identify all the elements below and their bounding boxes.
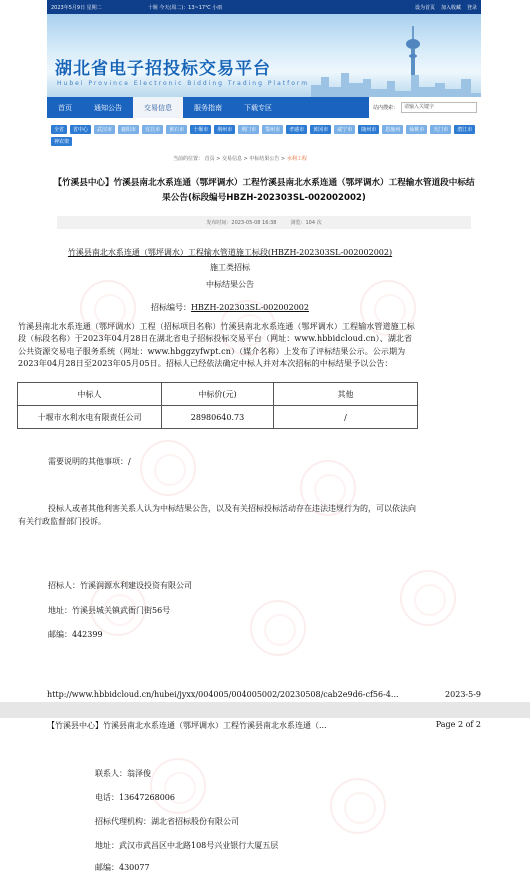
city-tab[interactable]: 十堰市 [190,125,211,134]
table-header-row [18,383,418,406]
tenderer-postcode: 邮编：442399 [48,630,103,639]
city-tab[interactable]: 咸宁市 [334,125,355,134]
article-title: 【竹溪县中心】竹溪县南北水系连通（鄂坪调水）工程竹溪县南北水系连通（鄂坪调水）工程输水管道段中标结果公告(标段编号HBZH-202303SL-002002002) [53,178,475,203]
publish-time: 发布时间：2023-05-08 16:38 [206,220,277,226]
nav-downloads[interactable]: 下载专区 [244,103,272,112]
city-tab[interactable]: 黄石市 [166,125,187,134]
pdf-page-2 [0,718,530,872]
top-weather: 十堰 今天(周二)：13~17℃ 小雨 [147,4,223,11]
site-title: 湖北省电子招投标交易平台 [55,59,271,79]
nav-trade-info[interactable]: 交易信息 [133,97,183,118]
site-search [369,97,481,118]
favorite-link[interactable]: 加入收藏 [440,4,461,11]
complaint-notice: 投标人或者其他利害关系人认为中标结果公告，以及有关招标投标活动存在违法违规行为的，可以依法向有关行政监督部门投诉。 [18,504,416,526]
contact-phone: 电话：13647268006 [95,793,175,802]
page-url[interactable]: http://www.hbbidcloud.cn/hubei/jyxx/004005/004005002/20230508/cab2e9d6-cf56-4... [47,690,399,699]
city-tab[interactable]: 襄阳市 [118,125,139,134]
site-banner [47,14,481,97]
set-home-link[interactable]: 设为首页 [414,4,435,11]
login-link[interactable]: 登录 [466,4,477,11]
page-separator [0,702,530,718]
site-subtitle: Hubei Province Electronic Bidding Trading Platform [57,80,310,87]
top-bar [47,0,481,14]
city-tab[interactable]: 宜昌市 [142,125,163,134]
city-tab[interactable]: 荆州市 [214,125,235,134]
search-input[interactable]: 请输入关键字 [401,102,477,113]
breadcrumb-current[interactable]: 水利工程 [286,156,307,162]
watermark-seal-icon [140,440,196,496]
city-tab[interactable]: 恩施州 [382,125,403,134]
breadcrumb-sep: > [281,156,286,162]
announcement-paragraph: 竹溪县南北水系连通（鄂坪调水）工程（招标项目名称）竹溪县南北水系连通（鄂坪调水）工程输水管道施工标段（标段名称）于2023年04月28日在湖北省电子招标投标交易平台（网址：www.hbbidcloud.cn）、湖北省公共资源交易电子服务系统（网址：www.hbggzyfwpt.cn）（媒介名称）上发布了评标结果公示。公示期为2023年04月28日至2023年05月05日。招标人已经依法确定中标人并对本次招标的中标结果予以公告： [18,322,415,368]
breadcrumb-trade-info[interactable]: 交易信息 [222,156,243,162]
print-header-title: 【竹溪县中心】竹溪县南北水系连通（鄂坪调水）工程竹溪县南北水系连通（... [47,721,327,730]
breadcrumb-result-notice[interactable]: 中标结果公告 [249,156,280,162]
print-date: 2023-5-9 [445,690,481,699]
city-tab[interactable]: 神农架 [51,137,72,146]
breadcrumb-sep: > [243,156,248,162]
print-footer [47,690,481,699]
article-meta [57,216,471,229]
city-tab[interactable]: 全省 [51,125,67,134]
page-indicator: Page 2 of 2 [435,720,481,729]
header-winner: 中标人 [18,383,162,406]
breadcrumb-home[interactable]: 首页 [204,156,215,162]
top-date: 2023年5月9日 星期二 [51,4,102,11]
header-other: 其他 [274,383,418,406]
section-title: 竹溪县南北水系连通（鄂坪调水）工程输水管道施工标段(HBZH-202303SL-002002002) [67,248,393,257]
city-tab[interactable]: 武汉市 [94,125,115,134]
watermark-seal-icon [250,600,306,656]
city-tab[interactable]: 孝感市 [286,125,307,134]
nav-notices[interactable]: 通知公告 [94,103,122,112]
header-price: 中标价(元) [162,383,274,406]
breadcrumb-prefix: 当前的位置： [173,156,204,162]
cell-other: / [274,406,418,429]
city-tab[interactable]: 天门市 [430,125,451,134]
main-nav [47,97,481,118]
watermark-seal-icon [150,758,206,814]
search-label: 站内搜索： [372,105,398,111]
city-tab[interactable]: 随州市 [358,125,379,134]
contact-person: 联系人：翁泽俊 [95,769,151,778]
print-header [47,720,481,731]
city-skyline-icon [311,67,481,97]
agency-name: 招标代理机构：湖北省招标股份有限公司 [95,817,239,826]
notice-heading: 中标结果公告 [206,280,254,289]
city-tab[interactable]: 鄂州市 [262,125,283,134]
table-row [18,406,418,429]
bid-number: 招标编号：HBZH-202303SL-002002002 [151,303,309,312]
section-subtitle: 施工类招标 [210,263,250,272]
agency-postcode: 邮编：430077 [95,863,150,872]
city-tab[interactable]: 黄冈市 [310,125,331,134]
watermark-seal-icon [400,570,456,626]
tenderer-address: 地址：竹溪县城关镇武衙门街56号 [48,606,171,615]
breadcrumb [47,155,481,162]
watermark-seal-icon [330,778,386,834]
nav-service-guide[interactable]: 服务指南 [194,103,222,112]
cell-price: 28980640.73 [162,406,274,429]
view-count: 浏览：104 次 [290,220,322,226]
other-notes: 需要说明的其他事项：/ [48,457,131,466]
city-tab[interactable]: 荆门市 [238,125,259,134]
city-filter [47,118,481,149]
agency-address: 地址：武汉市武昌区中北路108号兴业银行大厦五层 [95,841,279,850]
nav-home[interactable]: 首页 [58,103,72,112]
tenderer: 招标人：竹溪润源水利建设投资有限公司 [48,581,192,590]
city-tab[interactable]: 省中心 [70,125,91,134]
cell-winner: 十堰市水利水电有限责任公司 [18,406,162,429]
city-tab[interactable]: 潜江市 [454,125,475,134]
city-tab[interactable]: 仙桃市 [406,125,427,134]
breadcrumb-sep: > [216,156,221,162]
result-table [17,382,418,429]
